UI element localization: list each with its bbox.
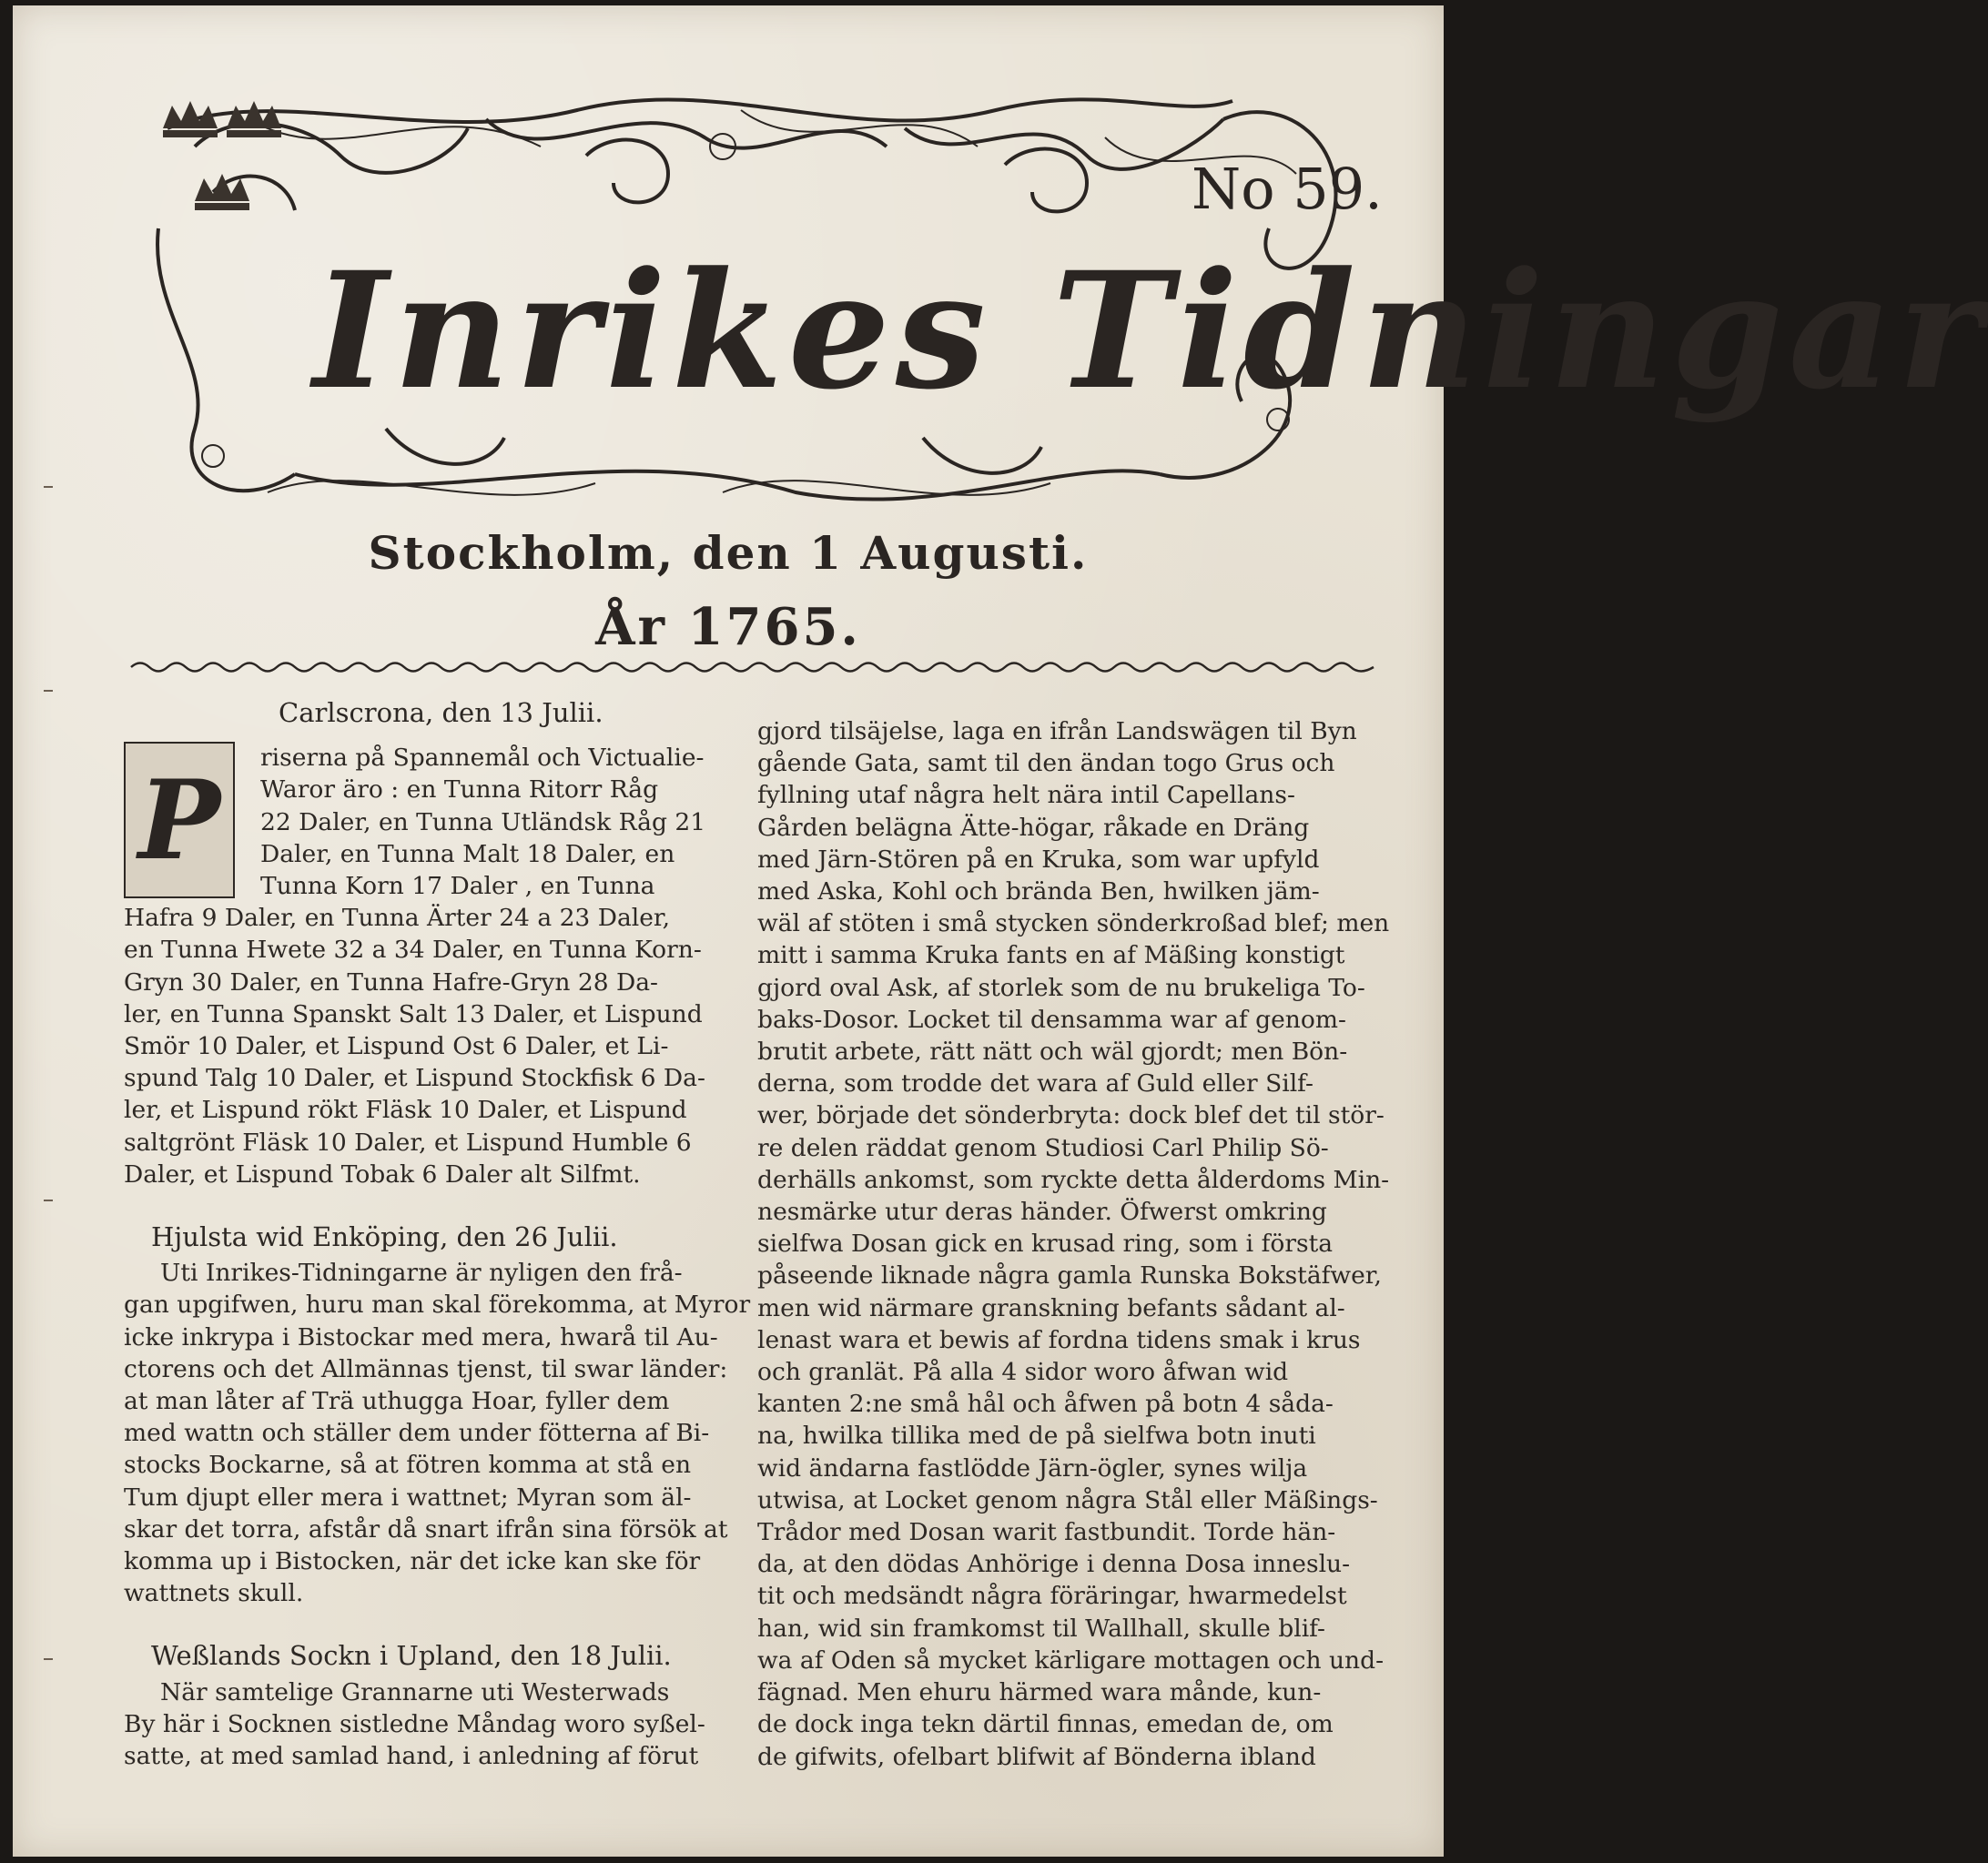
text-line: tit och medsändt några föräringar, hwarmedelst	[757, 1582, 1347, 1611]
article-carlscrona	[124, 742, 732, 1190]
text-line: Daler, et Lispund Tobak 6 Daler alt Silfmt.	[124, 1159, 641, 1189]
text-line: påseende liknade några gamla Runska Bokstäfwer,	[757, 1261, 1382, 1291]
text-line: gan upgifwen, huru man skal förekomma, at Myror	[124, 1291, 751, 1320]
text-line: icke inkrypa i Bistockar med mera, hwarå til Au-	[124, 1322, 718, 1352]
text-line: Hafra 9 Daler, en Tunna Ärter 24 a 23 Daler,	[124, 904, 671, 933]
text-line: med Järn-Stören på en Kruka, som war upfyld	[757, 845, 1320, 874]
text-line: Tum djupt eller mera i wattnet; Myran som äl-	[124, 1483, 692, 1512]
text-line: By här i Socknen sistledne Måndag woro syßel-	[124, 1709, 705, 1738]
text-line: komma up i Bistocken, när det icke kan ske för	[124, 1547, 701, 1576]
wavy-divider	[131, 657, 1374, 677]
text-line: men wid närmare granskning befants sådant al-	[757, 1293, 1345, 1322]
text-line: med wattn och ställer dem under fötterna af Bi-	[124, 1419, 710, 1448]
text-line: mitt i samma Kruka fants en af Mäßing konstigt	[757, 941, 1345, 970]
text-line: en Tunna Hwete 32 a 34 Daler, en Tunna Korn-	[124, 936, 702, 965]
text-line: riserna på Spannemål och Victualie-	[260, 744, 705, 773]
text-line: da, at den dödas Anhörige i denna Dosa inneslu-	[757, 1550, 1351, 1579]
text-line: derhälls ankomst, som ryckte detta ålderdoms Min-	[757, 1165, 1390, 1194]
text-line: gjord tilsäjelse, laga en ifrån Landswägen til Byn	[757, 717, 1357, 745]
text-line: wattnets skull.	[124, 1579, 304, 1608]
text-line: re delen räddat genom Studiosi Carl Philip Sö-	[757, 1133, 1329, 1162]
binding-mark	[44, 1658, 53, 1660]
three-crowns-icon	[158, 92, 286, 228]
text-line: na, hwilka tillika med de på sielfwa botn inuti	[757, 1422, 1316, 1451]
text-line: ler, et Lispund rökt Fläsk 10 Daler, et Lispund	[124, 1096, 687, 1125]
text-line: satte, at med samlad hand, i anledning af förut	[124, 1742, 699, 1771]
publication-year: År 1765.	[595, 597, 861, 657]
text-line: han, wid sin framkomst til Wallhall, skulle blif-	[757, 1614, 1325, 1643]
text-line: Tunna Korn 17 Daler , en Tunna	[260, 872, 655, 901]
text-line: stocks Bockarne, så at fötren komma at stå en	[124, 1451, 692, 1480]
text-line: 22 Daler, en Tunna Utländsk Råg 21	[260, 807, 706, 836]
text-line: Gryn 30 Daler, en Tunna Hafre-Gryn 28 Da-	[124, 967, 658, 997]
text-line: ler, en Tunna Spanskt Salt 13 Daler, et Lispund	[124, 999, 703, 1028]
newspaper-title: Inrikes Tidningar	[313, 237, 1988, 425]
text-line: wer, började det sönderbryta: dock blef det til stör-	[757, 1101, 1384, 1130]
text-line: ctorens och det Allmännas tjenst, til swar länder:	[124, 1354, 728, 1383]
place-date: Stockholm, den 1 Augusti.	[368, 526, 1089, 580]
text-line: Daler, en Tunna Malt 18 Daler, en	[260, 839, 675, 868]
text-line: wa af Oden så mycket kärligare mottagen och und-	[757, 1645, 1384, 1675]
text-line: wid ändarna fastlödde Järn-ögler, synes wilja	[757, 1453, 1308, 1483]
text-line: fyllning utaf några helt nära intil Capellans-	[757, 781, 1295, 810]
issue-number: No 59.	[1192, 156, 1383, 222]
text-line: med Aska, Kohl och brända Ben, hwilken jäm-	[757, 877, 1320, 906]
article-heading-wesslands: Weßlands Sockn i Upland, den 18 Julii.	[151, 1640, 672, 1672]
text-line: skar det torra, afstår då snart ifrån sina försök at	[124, 1514, 728, 1544]
article-heading-hjulsta: Hjulsta wid Enköping, den 26 Julii.	[151, 1221, 618, 1253]
text-line: at man låter af Trä uthugga Hoar, fyller dem	[124, 1387, 670, 1416]
masthead	[158, 92, 1988, 520]
paragraph-gap	[124, 1609, 732, 1633]
text-line: de dock inga tekn därtil finnas, emedan de, om	[757, 1710, 1334, 1739]
text-line: wäl af stöten i små stycken sönderkroßad blef; men	[757, 909, 1390, 938]
text-line: baks-Dosor. Locket til densamma war af genom-	[757, 1005, 1346, 1034]
text-line: derna, som trodde det wara af Guld eller Silf-	[757, 1069, 1314, 1099]
text-line: utwisa, at Locket genom några Stål eller Mäßings-	[757, 1485, 1378, 1514]
text-line: sielfwa Dosan gick en krusad ring, som i första	[757, 1230, 1334, 1259]
text-line: nesmärke utur deras händer. Öfwerst omkring	[757, 1198, 1327, 1227]
text-line: brutit arbete, rätt nätt och wäl gjordt; men Bön-	[757, 1038, 1348, 1067]
binding-mark	[44, 690, 53, 692]
left-column	[124, 697, 751, 1772]
text-line: Uti Inrikes-Tidningarne är nyligen den frå-	[160, 1259, 683, 1288]
newspaper-page	[13, 5, 1988, 1857]
article-hjulsta	[124, 1257, 751, 1609]
text-line: och granlät. På alla 4 sidor woro åfwan wid	[757, 1358, 1289, 1387]
binding-mark	[44, 486, 53, 488]
right-column	[757, 715, 1390, 1773]
paragraph-gap	[124, 1190, 732, 1214]
article-heading-carlscrona: Carlscrona, den 13 Julii.	[279, 697, 604, 728]
drop-cap: P	[124, 742, 235, 898]
text-line: saltgrönt Fläsk 10 Daler, et Lispund Humble 6	[124, 1128, 692, 1157]
binding-mark	[44, 1200, 53, 1201]
text-line: Smör 10 Daler, et Lispund Ost 6 Daler, et Li-	[124, 1032, 669, 1061]
text-line: gjord oval Ask, af storlek som de nu brukeliga To-	[757, 973, 1365, 1002]
text-line: gående Gata, samt til den ändan togo Grus och	[757, 749, 1335, 778]
text-line: kanten 2:ne små hål och åfwen på botn 4 såda-	[757, 1390, 1334, 1419]
text-line: Gården belägna Ätte-högar, råkade en Dräng	[757, 813, 1310, 842]
text-line: När samtelige Grannarne uti Westerwads	[160, 1677, 670, 1706]
text-line: fägnad. Men ehuru härmed wara månde, kun-	[757, 1678, 1322, 1707]
text-line: Waror äro : en Tunna Ritorr Råg	[260, 775, 659, 805]
text-line: spund Talg 10 Daler, et Lispund Stockfisk 6 Da-	[124, 1064, 705, 1093]
article-wesslands	[124, 1676, 732, 1773]
text-line: lenast wara et bewis af fordna tidens smak i krus	[757, 1325, 1361, 1354]
text-line: Trådor med Dosan warit fastbundit. Torde hän-	[757, 1518, 1336, 1547]
text-line: de gifwits, ofelbart blifwit af Bönderna ibland	[757, 1742, 1316, 1771]
